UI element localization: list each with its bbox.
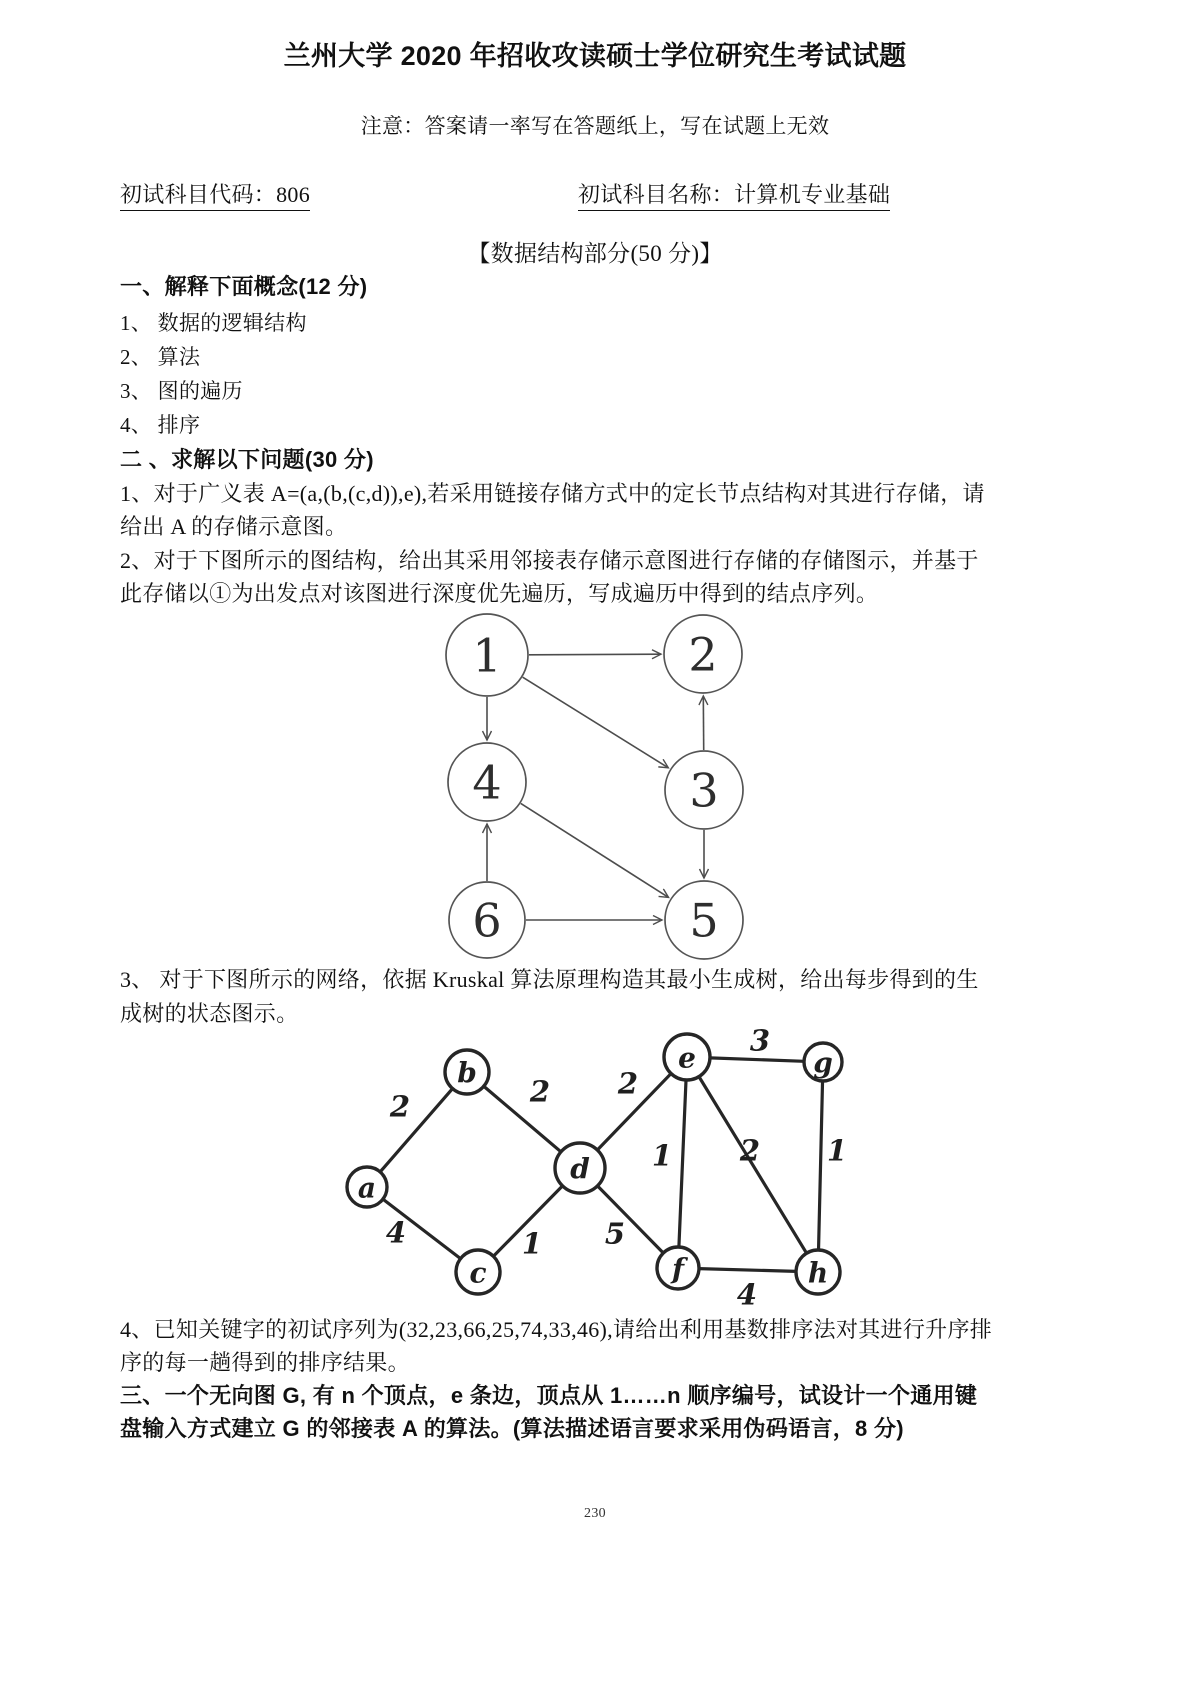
network-edge-weight-a-b: 2 — [389, 1089, 411, 1124]
network-edge-f-h — [699, 1269, 796, 1272]
question-4-line-2: 序的每一趟得到的排序结果。 — [120, 1350, 410, 1375]
concept-item-2: 2、 算法 — [120, 345, 201, 369]
network-edge-e-f — [679, 1080, 686, 1247]
digraph-node-label-5: 5 — [689, 893, 719, 948]
subject-name: 初试科目名称：计算机专业基础 — [578, 182, 890, 211]
digraph-edge-1-2 — [529, 654, 661, 655]
network-node-label-f: f — [671, 1252, 685, 1286]
digraph-node-label-6: 6 — [472, 893, 502, 948]
network-node-label-g: g — [813, 1046, 833, 1080]
digraph-node-label-1: 1 — [472, 628, 502, 683]
section3-line-2: 盘输入方式建立 G 的邻接表 A 的算法。(算法描述语言要求采用伪码语言，8 分) — [120, 1416, 904, 1441]
network-edge-weight-d-e: 2 — [617, 1066, 639, 1101]
question-1-line-1: 1、对于广义表 A=(a,(b,(c,d)),e),若采用链接存储方式中的定长节点结构对其进行存储，请 — [120, 481, 985, 506]
digraph-node-label-4: 4 — [472, 755, 502, 810]
question-3-line-2: 成树的状态图示。 — [120, 1001, 299, 1026]
question-2-line-1: 2、对于下图所示的图结构，给出其采用邻接表存储示意图进行存储的存储图示，并基于 — [120, 548, 979, 573]
concept-item-1: 1、 数据的逻辑结构 — [120, 311, 307, 335]
weighted-network-graph — [347, 1023, 847, 1311]
network-node-label-e: e — [678, 1041, 696, 1075]
network-edge-weight-e-g: 3 — [749, 1023, 771, 1058]
section1-heading: 一、解释下面概念(12 分) — [120, 274, 368, 299]
network-node-label-b: b — [457, 1056, 477, 1090]
network-edge-weight-d-f: 5 — [604, 1216, 626, 1251]
concept-item-3: 3、 图的遍历 — [120, 379, 243, 403]
section3-line-1: 三、一个无向图 G, 有 n 个顶点，e 条边，顶点从 1……n 顺序编号，试设计一个通用键 — [120, 1383, 978, 1408]
digraph-node-label-2: 2 — [688, 627, 718, 682]
directed-graph — [446, 614, 743, 959]
network-edge-weight-g-h: 1 — [826, 1133, 848, 1168]
question-1-line-2: 给出 A 的存储示意图。 — [120, 514, 348, 539]
network-node-label-a: a — [357, 1171, 377, 1205]
network-edge-weight-b-d: 2 — [529, 1074, 551, 1109]
network-edge-weight-e-h: 2 — [739, 1133, 761, 1168]
network-edge-e-g — [710, 1058, 804, 1061]
network-edge-weight-f-h: 4 — [736, 1277, 758, 1312]
question-2-line-2: 此存储以①为出发点对该图进行深度优先遍历，写成遍历中得到的结点序列。 — [120, 581, 879, 606]
digraph-edge-1-3 — [523, 677, 669, 768]
question-4-line-1: 4、已知关键字的初试序列为(32,23,66,25,74,33,46),请给出利用基数排序法对其进行升序排 — [120, 1317, 993, 1342]
notice-line: 注意：答案请一率写在答题纸上，写在试题上无效 — [360, 114, 830, 138]
question-3-line-1: 3、 对于下图所示的网络，依据 Kruskal 算法原理构造其最小生成树，给出每步得到的生 — [120, 967, 979, 992]
subject-code: 初试科目代码：806 — [120, 182, 310, 211]
exam-title: 兰州大学 2020 年招收攻读硕士学位研究生考试试题 — [283, 41, 907, 71]
digraph-edge-4-5 — [521, 803, 669, 897]
network-node-label-h: h — [807, 1256, 829, 1290]
section2-heading: 二 、求解以下问题(30 分) — [120, 447, 374, 472]
concept-item-4: 4、 排序 — [120, 413, 201, 437]
network-edge-weight-e-f: 1 — [651, 1138, 673, 1173]
network-node-label-c: c — [469, 1256, 487, 1290]
network-edge-weight-c-d: 1 — [521, 1226, 543, 1261]
section-banner: 【数据结构部分(50 分)】 — [467, 241, 723, 266]
network-edge-g-h — [819, 1081, 823, 1250]
page-number: 230 — [584, 1506, 606, 1521]
network-node-label-d: d — [570, 1152, 590, 1186]
network-edge-weight-a-c: 4 — [385, 1215, 407, 1250]
digraph-node-label-3: 3 — [689, 763, 719, 818]
